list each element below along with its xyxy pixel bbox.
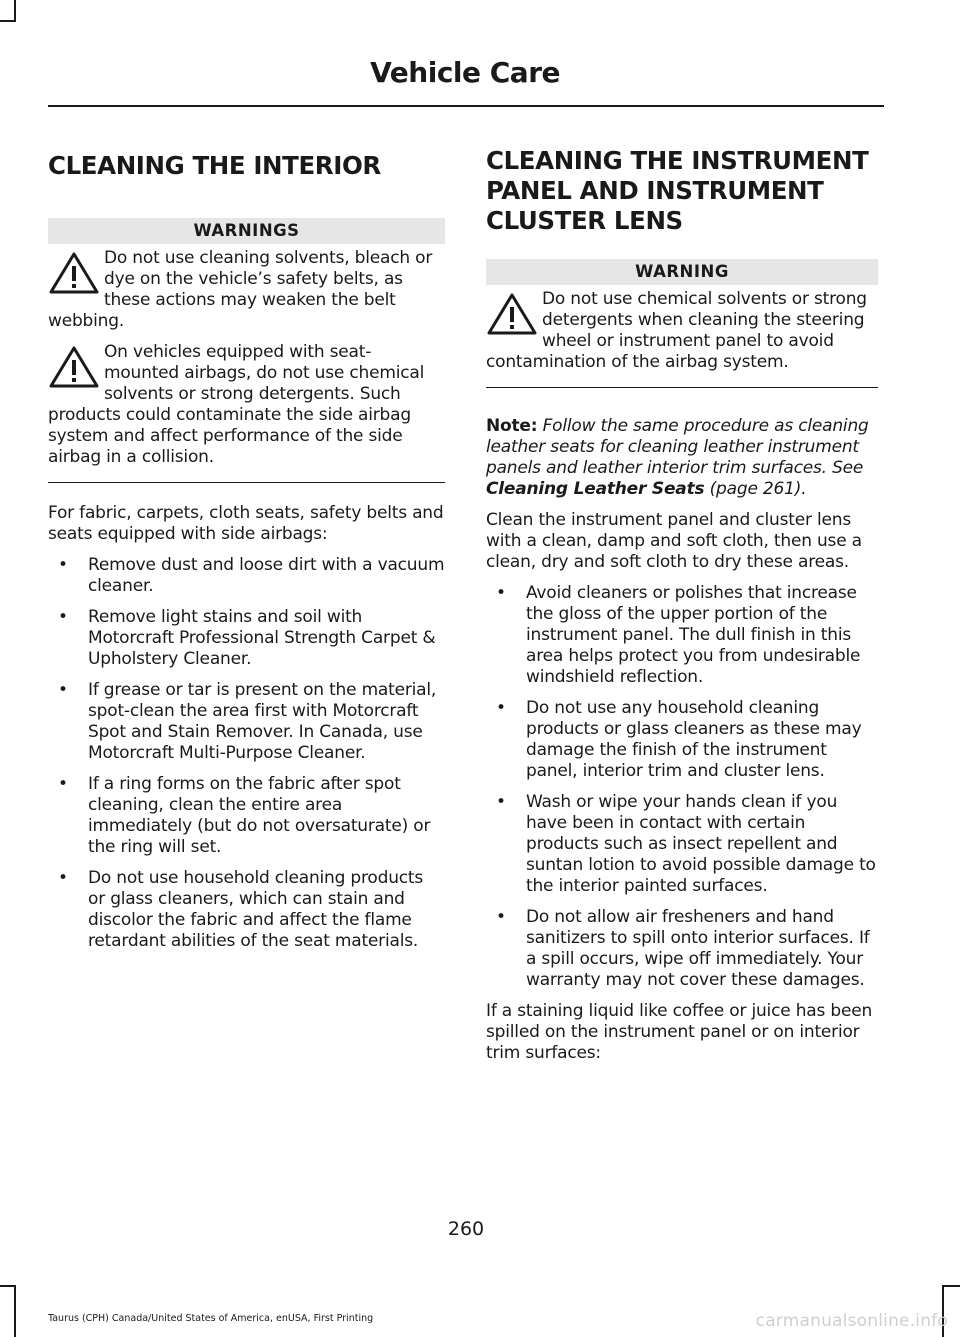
list-item: • Do not use any household cleaning products or glass cleaners as these may damage the finish of the instrument panel, interior trim and cluster lens. xyxy=(486,698,878,782)
warning-text: Do not use chemical solvents or strong detergents when cleaning the steering wheel or instrument panel to avoid contamination of the airbag system. xyxy=(486,289,867,372)
warning-triangle-icon xyxy=(486,291,538,337)
warning-item xyxy=(48,342,445,468)
intro-paragraph: For fabric, carpets, cloth seats, safety belts and seats equipped with side airbags: xyxy=(48,503,444,544)
list-item: • If grease or tar is present on the material, spot-clean the area first with Motorcraft Spot and Stain Remover. In Canada, use Motorcraft Multi-Purpose Cleaner. xyxy=(48,680,445,764)
note-text: Follow the same procedure as cleaning leather seats for cleaning leather instrument panels and leather interior trim surfaces. See xyxy=(486,416,869,478)
section-title: Vehicle Care xyxy=(370,56,560,89)
crop-mark xyxy=(0,1285,16,1287)
list-item: • Do not use household cleaning products or glass cleaners, which can stain and discolor the fabric and affect the flame retardant abilities of the seat materials. xyxy=(48,868,445,952)
heading-line: PANEL AND INSTRUMENT xyxy=(486,176,824,205)
warning-item xyxy=(486,289,878,373)
crop-mark xyxy=(0,20,16,22)
right-column xyxy=(486,140,878,1074)
section-heading xyxy=(486,146,878,236)
body-paragraph: Clean the instrument panel and cluster lens with a clean, damp and soft cloth, then use a clean, dry and soft cloth to dry these areas. xyxy=(486,510,862,572)
page-number: 260 xyxy=(447,1218,485,1240)
list-item: • If a ring forms on the fabric after spot cleaning, clean the entire area immediately (but do not oversaturate) or the ring will set. xyxy=(48,774,445,858)
list-item: • Do not allow air fresheners and hand sanitizers to spill onto interior surfaces. If a spill occurs, wipe off immediately. Your warranty may not cover these damages. xyxy=(486,907,878,991)
heading-line: CLEANING THE INSTRUMENT xyxy=(486,146,869,175)
note-label: Note: xyxy=(486,416,538,436)
body-paragraph: If a staining liquid like coffee or juice has been spilled on the instrument panel or on interior trim surfaces: xyxy=(486,1001,873,1063)
page-reference: (page 261). xyxy=(704,479,807,499)
warning-triangle-icon xyxy=(48,250,100,296)
warnings-label: WARNINGS xyxy=(48,218,445,244)
divider xyxy=(486,387,878,388)
bullet-list xyxy=(48,555,445,952)
heading-line: CLUSTER LENS xyxy=(486,206,683,235)
list-item: • Avoid cleaners or polishes that increase the gloss of the upper portion of the instrument panel. The dull finish in this area helps protect you from undesirable windshield reflection. xyxy=(486,583,878,688)
cross-reference-link[interactable]: Cleaning Leather Seats xyxy=(486,479,705,499)
warning-text: On vehicles equipped with seat-mounted airbags, do not use chemical solvents or strong detergents. Such products could contaminate the side airbag system and affect performance of the side airbag in a collision. xyxy=(48,342,425,467)
crop-mark xyxy=(942,1285,960,1287)
warning-label: WARNING xyxy=(486,259,878,285)
list-item: • Wash or wipe your hands clean if you have been in contact with certain products such as insect repellent and suntan lotion to avoid possible damage to the interior painted surfaces. xyxy=(486,792,878,897)
bullet-list xyxy=(486,583,878,991)
warning-item xyxy=(48,248,445,332)
section-heading: CLEANING THE INTERIOR xyxy=(48,151,381,180)
watermark: carmanualsonline.info xyxy=(755,1311,948,1331)
warning-text: Do not use cleaning solvents, bleach or dye on the vehicle’s safety belts, as these actions may weaken the belt webbing. xyxy=(48,248,433,331)
left-column xyxy=(48,140,445,962)
crop-mark xyxy=(14,1285,16,1337)
list-item: • Remove dust and loose dirt with a vacuum cleaner. xyxy=(48,555,445,597)
header-rule xyxy=(48,105,884,107)
note-paragraph xyxy=(486,416,878,500)
list-item: • Remove light stains and soil with Motorcraft Professional Strength Carpet & Upholstery Cleaner. xyxy=(48,607,445,670)
footer-text: Taurus (CPH) Canada/United States of America, enUSA, First Printing xyxy=(48,1313,374,1324)
warning-triangle-icon xyxy=(48,344,100,390)
divider xyxy=(48,482,445,483)
crop-mark xyxy=(14,0,16,22)
